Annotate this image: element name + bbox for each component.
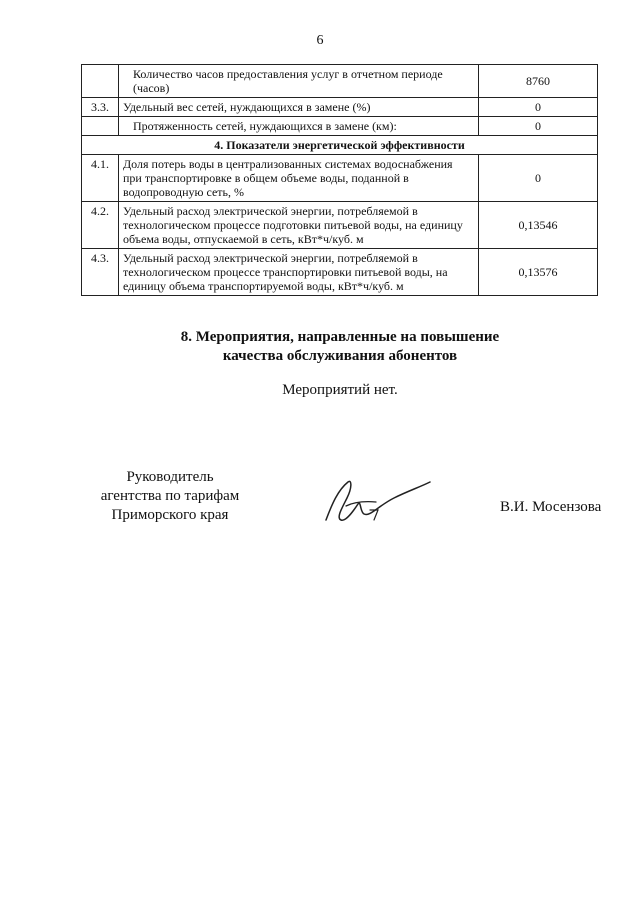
row-value: 0,13546 (479, 202, 598, 249)
row-description: Количество часов предоставления услуг в отчетном периоде (часов) (119, 65, 479, 98)
table-section-row (82, 136, 598, 155)
row-number (82, 65, 119, 98)
position-line2: агентства по тарифам (100, 488, 240, 504)
row-description: Доля потерь воды в централизованных системах водоснабжения при транспортировке в общем объеме воды, поданной в водопроводную сеть, % (119, 155, 479, 202)
row-value: 0 (479, 117, 598, 136)
row-number: 4.3. (82, 249, 119, 296)
section-title: 4. Показатели энергетической эффективности (82, 136, 598, 155)
handwritten-signature (316, 470, 436, 530)
table-row (82, 249, 598, 296)
row-number (82, 117, 119, 136)
row-value: 8760 (479, 65, 598, 98)
row-description: Удельный расход электрической энергии, потребляемой в технологическом процессе транспортировки питьевой воды, на единицу объема транспортируемой воды, кВт*ч/куб. м (119, 249, 479, 296)
table-row (82, 98, 598, 117)
row-description: Протяженность сетей, нуждающихся в замене (км): (119, 117, 479, 136)
position-line1: Руководитель (126, 469, 214, 485)
signatory-position (80, 468, 260, 525)
page-number: 6 (316, 33, 324, 48)
section-8-heading-line2: качества обслуживания абонентов (222, 348, 458, 364)
row-number: 3.3. (82, 98, 119, 117)
table-row (82, 155, 598, 202)
position-line3: Приморского края (111, 507, 229, 523)
row-number: 4.2. (82, 202, 119, 249)
indicators-table (81, 64, 598, 296)
row-value: 0,13576 (479, 249, 598, 296)
row-value: 0 (479, 155, 598, 202)
row-value: 0 (479, 98, 598, 117)
row-number: 4.1. (82, 155, 119, 202)
signatory-name: В.И. Мосензова (500, 499, 602, 515)
table-row (82, 65, 598, 98)
section-8-heading-line1: 8. Мероприятия, направленные на повышение (180, 329, 500, 345)
table-row (82, 202, 598, 249)
row-description: Удельный вес сетей, нуждающихся в замене (%) (119, 98, 479, 117)
row-description: Удельный расход электрической энергии, потребляемой в технологическом процессе подготовки питьевой воды, на единицу объема воды, отпускаемой в сеть, кВт*ч/куб. м (119, 202, 479, 249)
no-events-text: Мероприятий нет. (282, 382, 398, 398)
table-row (82, 117, 598, 136)
section-8-heading (0, 328, 640, 366)
